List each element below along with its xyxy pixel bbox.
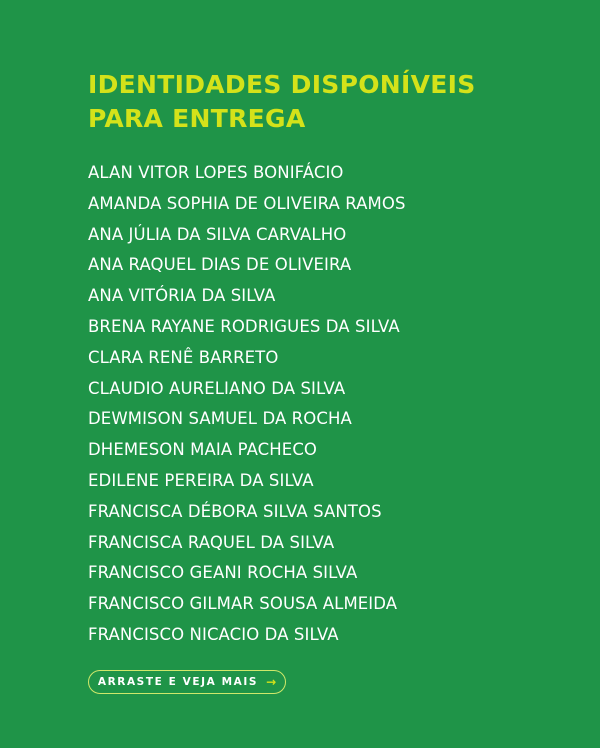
list-item: ANA VITÓRIA DA SILVA [88, 286, 276, 306]
swipe-more-label: ARRASTE E VEJA MAIS [97, 676, 259, 688]
page-title [88, 68, 476, 136]
list-item: BRENA RAYANE RODRIGUES DA SILVA [88, 316, 400, 336]
list-item: FRANCISCO NICACIO DA SILVA [88, 624, 339, 644]
list-item: FRANCISCO GEANI ROCHA SILVA [88, 563, 358, 583]
list-item: EDILENE PEREIRA DA SILVA [88, 470, 314, 490]
list-item: DHEMESON MAIA PACHECO [88, 440, 318, 460]
page-title-line-2: PARA ENTREGA [88, 104, 306, 133]
list-item: ANA RAQUEL DIAS DE OLIVEIRA [88, 255, 352, 275]
list-item: CLARA RENÊ BARRETO [88, 347, 279, 367]
list-item: FRANCISCA RAQUEL DA SILVA [88, 532, 335, 552]
arrow-right-icon: → [266, 675, 277, 689]
list-item: DEWMISON SAMUEL DA ROCHA [88, 409, 352, 429]
list-item: ANA JÚLIA DA SILVA CARVALHO [88, 224, 347, 244]
list-item: FRANCISCA DÉBORA SILVA SANTOS [88, 501, 382, 521]
list-item: AMANDA SOPHIA DE OLIVEIRA RAMOS [88, 193, 406, 213]
list-item: ALAN VITOR LOPES BONIFÁCIO [88, 163, 344, 182]
list-item: CLAUDIO AURELIANO DA SILVA [88, 378, 346, 398]
list-item: FRANCISCO GILMAR SOUSA ALMEIDA [88, 594, 398, 614]
swipe-more-button[interactable] [88, 670, 286, 694]
page-title-line-1: IDENTIDADES DISPONÍVEIS [88, 70, 476, 99]
names-list [88, 158, 406, 651]
